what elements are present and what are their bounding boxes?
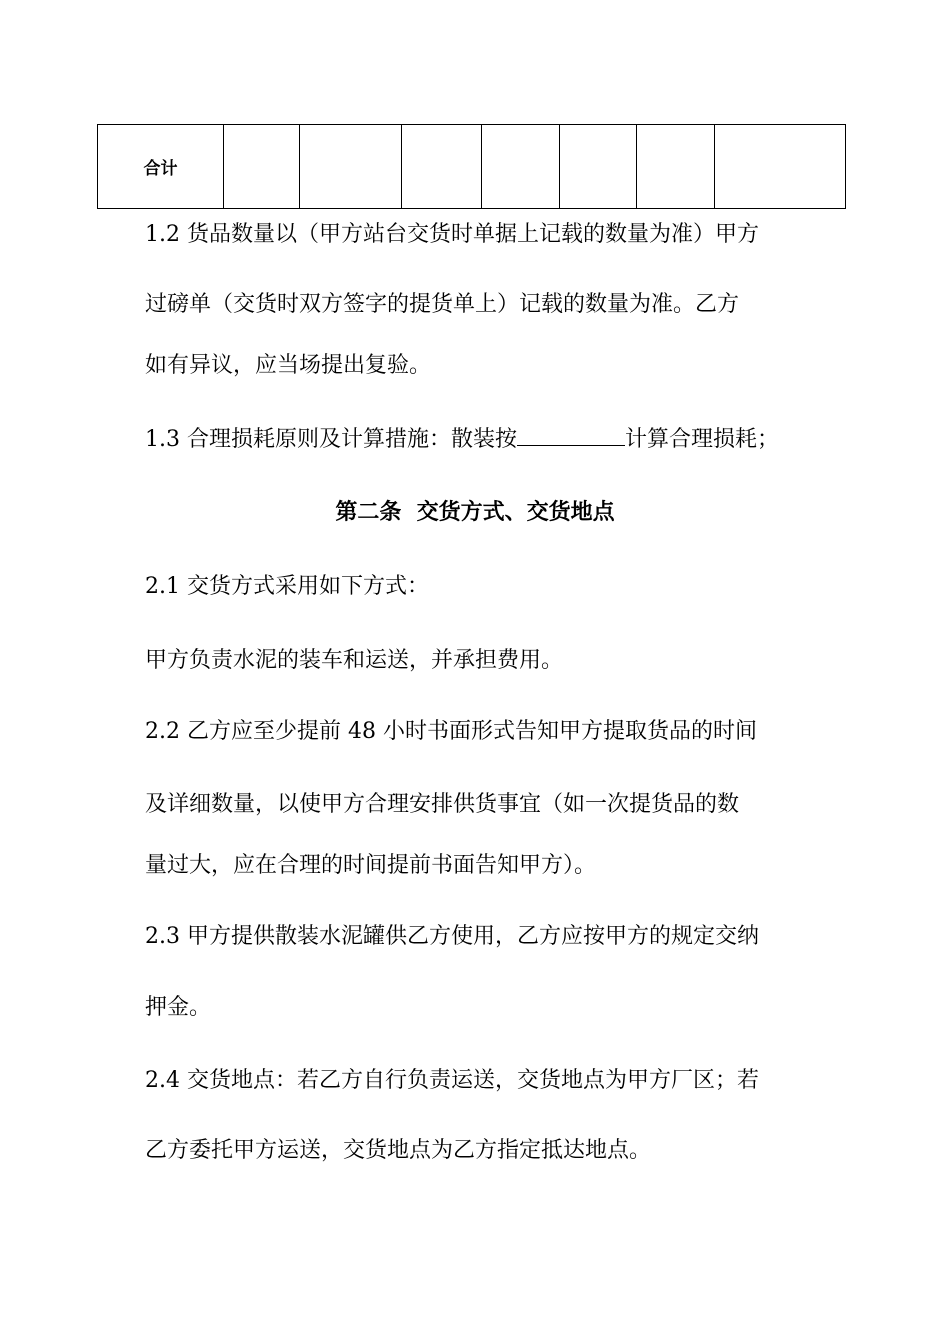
table-cell	[224, 125, 300, 209]
clause-1-3-text-before: 1.3 合理损耗原则及计算措施：散装按	[145, 427, 517, 452]
clause-2-1-line-1: 2.1 交货方式采用如下方式：	[145, 574, 429, 599]
clause-2-3-line-2: 押金。	[145, 995, 212, 1020]
clause-1-3-text-after: 计算合理损耗；	[624, 427, 779, 452]
total-row-table	[97, 124, 846, 209]
article-2-heading: 第二条 交货方式、交货地点	[335, 499, 615, 525]
clause-2-4-line-2: 乙方委托甲方运送，交货地点为乙方指定抵达地点。	[145, 1138, 652, 1163]
fill-in-blank	[517, 423, 625, 446]
clause-2-2-line-1: 2.2 乙方应至少提前 48 小时书面形式告知甲方提取货品的时间	[145, 719, 757, 744]
clause-1-2-line-3: 如有异议，应当场提出复验。	[145, 353, 432, 378]
table-row	[98, 125, 846, 209]
table-cell	[402, 125, 482, 209]
clause-1-3	[145, 423, 779, 455]
table-cell	[637, 125, 715, 209]
table-cell	[482, 125, 560, 209]
clause-2-4-line-1: 2.4 交货地点：若乙方自行负责运送，交货地点为甲方厂区；若	[145, 1068, 759, 1093]
clause-2-2-line-2: 及详细数量，以使甲方合理安排供货事宜（如一次提货品的数	[145, 792, 740, 817]
total-label-cell: 合计	[98, 125, 224, 209]
clause-2-3-line-1: 2.3 甲方提供散装水泥罐供乙方使用，乙方应按甲方的规定交纳	[145, 924, 759, 949]
clause-2-1-line-2: 甲方负责水泥的装车和运送，并承担费用。	[145, 648, 564, 673]
table-cell	[300, 125, 402, 209]
clause-2-2-line-3: 量过大，应在合理的时间提前书面告知甲方）。	[145, 853, 597, 878]
table-cell	[715, 125, 846, 209]
clause-1-2-line-2: 过磅单（交货时双方签字的提货单上）记载的数量为准。乙方	[145, 292, 740, 317]
table-cell	[560, 125, 637, 209]
clause-1-2-line-1: 1.2 货品数量以（甲方站台交货时单据上记载的数量为准）甲方	[145, 222, 759, 247]
